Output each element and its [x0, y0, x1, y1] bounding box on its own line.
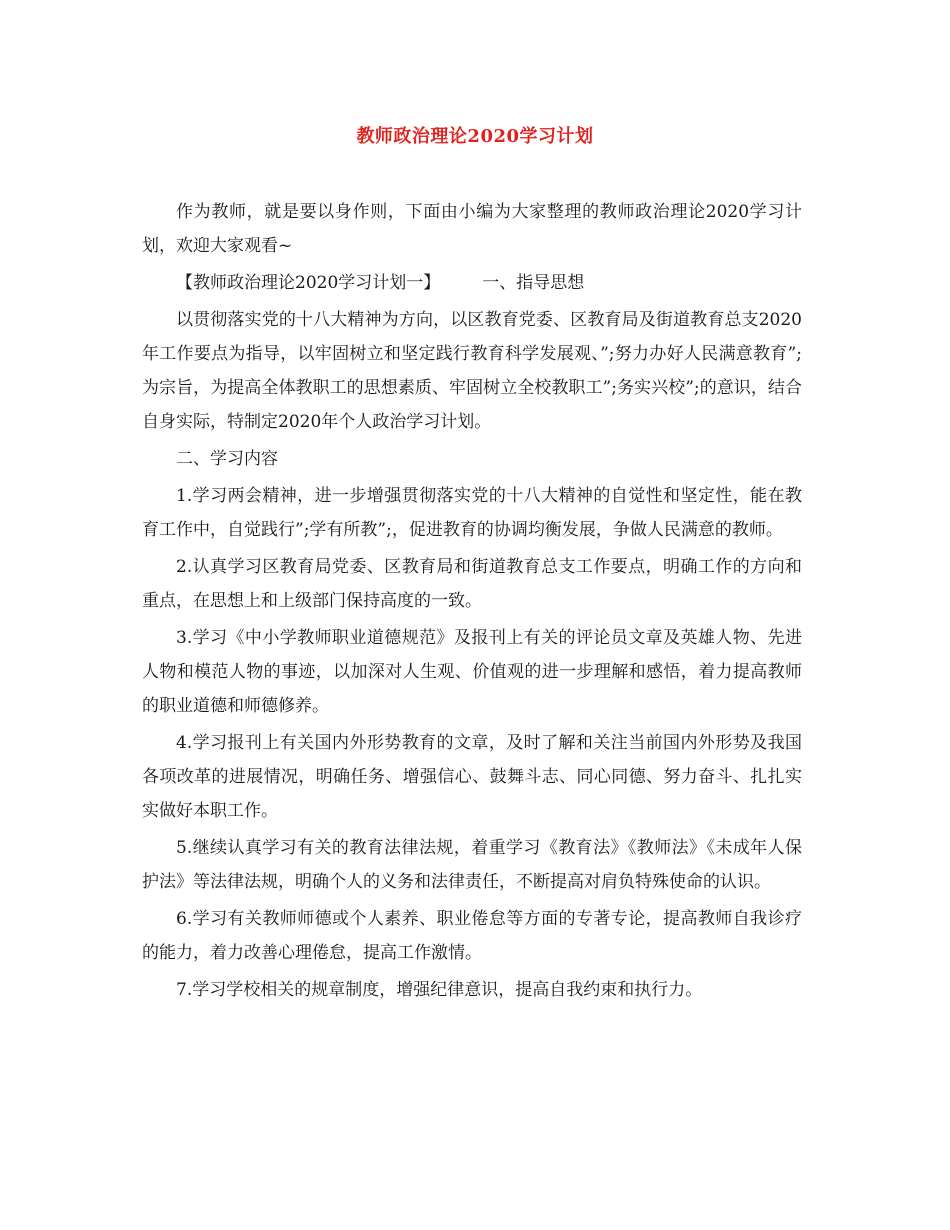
study-item-7: 7.学习学校相关的规章制度，增强纪律意识，提高自我约束和执行力。 [176, 980, 703, 1000]
study-item-3: 3.学习《中小学教师职业道德规范》及报刊上有关的评论员文章及英雄人物、先进人物和模范人物的事迹，以加深对人生观、价值观的进一步理解和感悟，着力提高教师的职业道德和师德修养。 [142, 628, 802, 716]
study-item-6: 6.学习有关教师师德或个人素养、职业倦怠等方面的专著专论，提高教师自我诊疗的能力，着力改善心理倦怠，提高工作激情。 [142, 909, 802, 963]
study-item-5: 5.继续认真学习有关的教育法律法规，着重学习《教育法》《教师法》《未成年人保护法》等法律法规，明确个人的义务和法律责任，不断提高对肩负特殊使命的认识。 [142, 838, 802, 892]
intro-paragraph: 作为教师，就是要以身作则，下面由小编为大家整理的教师政治理论2020学习计划，欢迎大家观看~ [142, 202, 802, 256]
section-guiding-ideology-heading: 一、指导思想 [482, 273, 585, 293]
study-item-4: 4.学习报刊上有关国内外形势教育的文章，及时了解和关注当前国内外形势及我国各项改革的进展情况，明确任务、增强信心、鼓舞斗志、同心同德、努力奋斗、扎扎实实做好本职工作。 [142, 733, 802, 821]
study-item-1: 1.学习两会精神，进一步增强贯彻落实党的十八大精神的自觉性和坚定性，能在教育工作中，自觉践行”;学有所教”;，促进教育的协调均衡发展，争做人民满意的教师。 [142, 486, 802, 540]
study-item-2: 2.认真学习区教育局党委、区教育局和街道教育总支工作要点，明确工作的方向和重点，在思想上和上级部门保持高度的一致。 [142, 557, 802, 611]
document-title: 教师政治理论2020学习计划 [356, 126, 594, 147]
section-study-content-heading: 二、学习内容 [176, 449, 278, 469]
document-body [142, 195, 802, 1007]
plan-heading-line [142, 266, 802, 300]
plan-one-heading: 【教师政治理论2020学习计划一】 [176, 273, 441, 293]
guiding-ideology-paragraph: 以贯彻落实党的十八大精神为方向，以区教育党委、区教育局及街道教育总支2020年工作要点为指导，以牢固树立和坚定践行教育科学发展观、”;努力办好人民满意教育”;为宗旨，为提高全体教职工的思想素质、牢固树立全校教职工”;务实兴校”;的意识，结合自身实际，特制定2020年个人政治学习计划。 [142, 310, 802, 432]
